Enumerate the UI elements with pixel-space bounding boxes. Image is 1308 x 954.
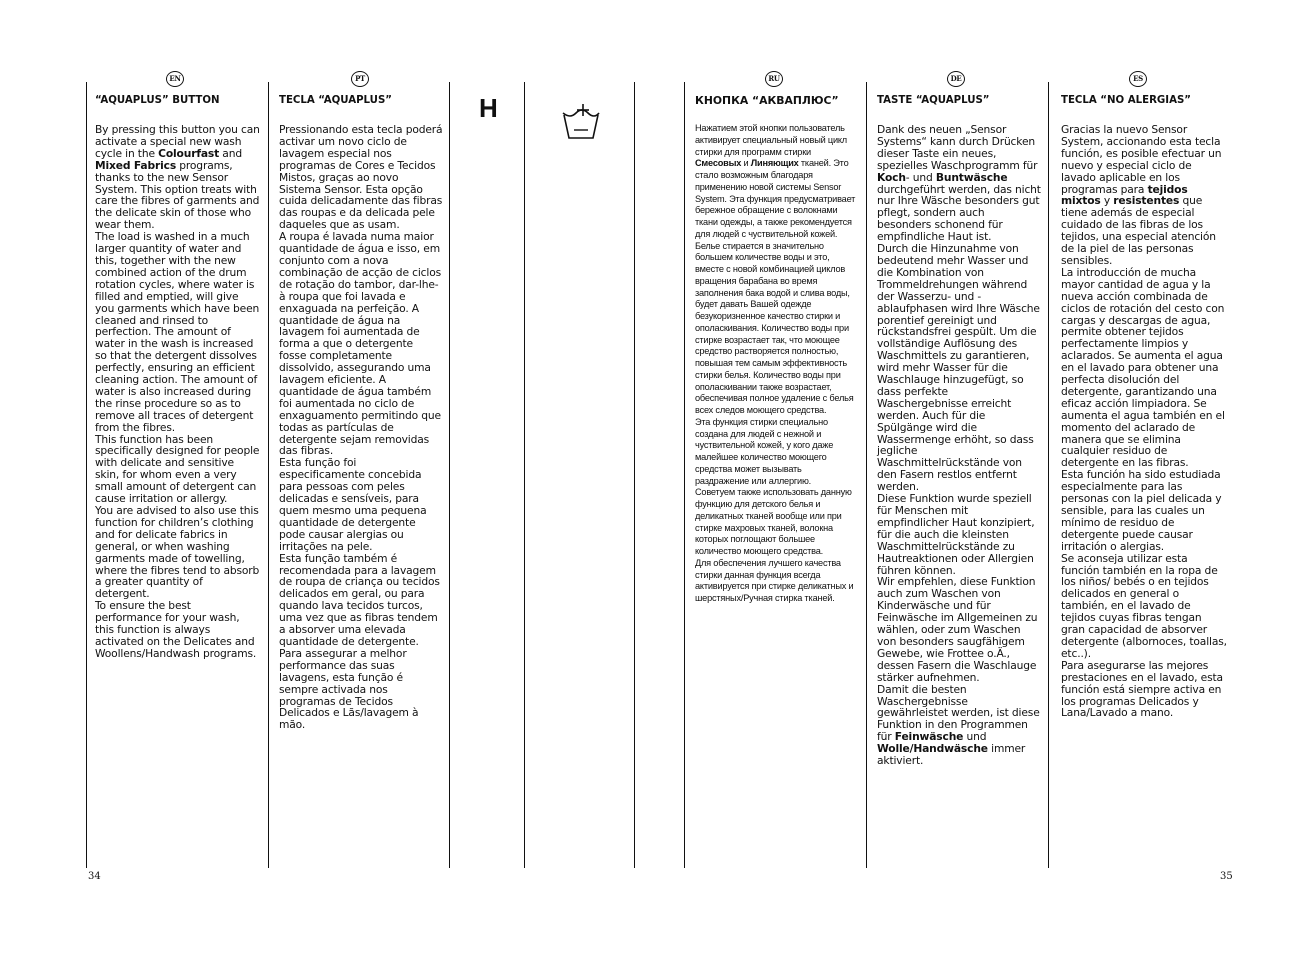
section-body: [95, 124, 260, 660]
paragraph: This function has been specifically designed for people with delicate and sensitive skin, for whom even a very small amount of detergent can cause irritation or allergy.: [95, 432, 260, 506]
column-en: [95, 94, 260, 660]
paragraph: Para assegurar a melhor performance das suas lavagens, esta função é sempre activada nos programas de Tecidos Delicados e Lãs/lavagem à mão.: [279, 646, 419, 732]
paragraph: Нажатием этой кнопки пользователь активирует специальный новый цикл стирки для программ стирки Смесовых и Линяющих тканей. Это стало возможным благодаря применению новой системы Sensor System. Эта функция предусматривает бережное обращение с волокнами ткани одежды, а также рекомендуется для людей с чуствительной кожей.: [695, 123, 856, 239]
column-ru: [695, 94, 857, 605]
paragraph: Советуем также использовать данную функцию для детского белья и деликатных тканей вообще или при стирке махровых тканей, волокна которых поглощают большее количество моющего средства.: [695, 487, 852, 556]
paragraph: By pressing this button you can activate a special new wash cycle in the Colourfast and Mixed Fabrics programs, thanks to the new Sensor System. This option treats with care the fibres of garments and the delicate skin of those who wear them.: [95, 123, 260, 232]
section-heading: TASTE “AQUAPLUS”: [877, 95, 990, 106]
paragraph: Para asegurarse las mejores prestaciones en el lavado, esta función está siempre activa en los programas Delicados y Lana/Lavado a mano.: [1061, 658, 1223, 720]
paragraph: Для обеспечения лучшего качества стирки данная функция всегда активируется при стирке деликатных и шерстяных/Ручная стирка тканей.: [695, 557, 854, 603]
column-pt: [279, 94, 443, 731]
paragraph: A roupa é lavada numa maior quantidade de água e isso, em conjunto com a nova combinação de acção de ciclos de rotação do tambor, dar-lhe-à roupa que foi lavada e enxaguada na perfeição. A quantidade de água na lavagem foi aumentada de forma a que o detergente fosse completamente dissolvido, assegurando uma lavagem eficiente. A quantidade de água também foi aumentada no ciclo de enxaguamento permitindo que todas as partículas de detergente sejam removidas das fibras.: [279, 230, 442, 458]
paragraph: Gracias la nuevo Sensor System, accionando esta tecla función, es posible efectuar un nuevo y especial ciclo de lavado aplicable en los programas para tejidos mixtos y resistentes que tiene además de especial cuidado de las fibras de los tejidos, una especial atención de la piel de las personas sensibles.: [1061, 123, 1222, 267]
section-heading: TECLA “AQUAPLUS”: [279, 95, 392, 106]
language-badge-ru: RU: [765, 71, 783, 87]
paragraph: La introducción de mucha mayor cantidad de agua y la nueva acción combinada de ciclos de rotación del cesto con cargas y descargas de agua, permite obtener tejidos perfectamente limpios y aclarados. Se aumenta el agua en el lavado para obtener una perfecta disolución del detergente, garantizando una eficaz acción limpiadora. Se aumenta el agua también en el momento del aclarado de manera que se elimina cualquier residuo de detergente en las fibras.: [1061, 265, 1225, 470]
column-divider: [268, 82, 269, 868]
page-number-right: 35: [1220, 871, 1233, 882]
paragraph: Dank des neuen „Sensor Systems“ kann durch Drücken dieser Taste ein neues, spezielles Waschprogramm für Koch- und Buntwäsche durchgeführt werden, das nicht nur Ihre Wäsche besonders gut pflegt, sondern auch besonders schonend für empfindliche Haut ist.: [877, 123, 1041, 244]
column-divider: [524, 82, 525, 868]
paragraph: Esta función ha sido estudiada especialmente para las personas con la piel delicada y sensible, para las cuales un mínimo de residuo de detergente puede causar irritación o alergias.: [1061, 468, 1222, 553]
section-heading: TECLA “NO ALERGIAS”: [1061, 95, 1191, 106]
paragraph: Se aconseja utilizar esta función también en la ropa de los niños/ bebés o en tejidos delicados en general o también, en el lavado de tejidos cuyas fibras tengan gran capacidad de absorver detergente (albornoces, toallas, etc..).: [1061, 551, 1227, 660]
paragraph: Durch die Hinzunahme von bedeutend mehr Wasser und die Kombination von Trommeldrehungen während der Wasserzu- und -ablaufphasen wird Ihre Wäsche porentief gereinigt und rückstandsfrei gespült. Um die vollständige Auflösung des Waschmittels zu garantieren, wird mehr Wasser für die Waschlauge hinzugefügt, so dass perfekte Waschergebnisse erreicht werden. Auch für die Spülgänge wird die Wassermenge erhöht, so dass jegliche Waschmittelrückstände von den Fasern restlos entfernt werden.: [877, 242, 1040, 494]
paragraph: To ensure the best performance for your wash, this function is always activated on the Delicates and Woollens/Handwash programs.: [95, 599, 257, 660]
paragraph: You are advised to also use this function for children’s clothing and for delicate fabrics in general, or when washing garments made of towelling, where the fibres tend to absorb a greater quantity of detergent.: [95, 504, 260, 601]
language-badge-es: ES: [1129, 71, 1147, 87]
section-body: [695, 123, 857, 605]
paragraph: Эта функция стирки специально создана для людей с нежной и чуствительной кожей, у кого даже малейшее количество моющего средства может вызывать раздражение или аллергию.: [695, 416, 834, 486]
column-de: [877, 94, 1041, 767]
section-letter: H: [479, 93, 498, 123]
section-body: [279, 124, 443, 731]
language-badge-pt: PT: [351, 71, 369, 87]
column-divider: [449, 82, 450, 868]
section-body: [1061, 124, 1227, 719]
paragraph: Pressionando esta tecla poderá activar um novo ciclo de lavagem especial nos programas de Cores e Tecidos Mistos, graças ao novo Sistema Sensor. Esta opção cuida delicadamente das fibras das roupas e da delicada pele daqueles que as usam.: [279, 123, 443, 232]
paragraph: Esta função também é recomendada para a lavagem de roupa de criança ou tecidos delicados em geral, ou para quando lava tecidos turcos, uma vez que as fibras tendem a absorver uma elevada quantidade de detergente.: [279, 551, 440, 648]
paragraph: Esta função foi especificamente concebida para pessoas com peles delicadas e sensíveis, para quem mesmo uma pequena quantidade de detergente pode causar alergias ou irritações na pele.: [279, 456, 427, 553]
column-divider: [86, 82, 87, 868]
page-number-left: 34: [88, 871, 101, 882]
section-heading: КНОПКА “АКВАПЛЮС”: [695, 94, 839, 107]
column-es: [1061, 94, 1227, 719]
washtub-plus-icon: [561, 100, 601, 142]
column-divider: [634, 82, 635, 868]
column-divider: [1048, 82, 1049, 868]
paragraph: Белье стирается в значительно большем количестве воды и это, вместе с новой комбинацией циклов вращения барабана во время заполнения бака водой и слива воды, будет давать Вашей одежде безукоризненное качество стирки и ополаскивания. Количество воды при стирке возрастает так, что моющее средство растворяется полностью, повышая тем самым эффективность стирки белья. Количество воды при ополаскивании также возрастает, обеспечивая полное удаление с белья всех следов моющего средства.: [695, 240, 854, 415]
paragraph: Wir empfehlen, diese Funktion auch zum Waschen von Kinderwäsche und für Feinwäsche im Allgemeinen zu wählen, oder zum Waschen von besonders saugfähigem Gewebe, wie Frottee o.Ä., dessen Fasern die Waschlauge stärker aufnehmen.: [877, 575, 1038, 684]
paragraph: Diese Funktion wurde speziell für Menschen mit empfindlicher Haut konzipiert, für die auch die kleinsten Waschmittelrückstände zu Hautreaktionen oder Allergien führen können.: [877, 492, 1035, 577]
paragraph: Damit die besten Waschergebnisse gewährleistet werden, ist diese Funktion in den Programmen für Feinwäsche und Wolle/Handwäsche immer aktiviert.: [877, 682, 1040, 768]
language-badge-de: DE: [947, 71, 965, 87]
language-badge-en: EN: [166, 71, 184, 87]
section-heading: “AQUAPLUS” BUTTON: [95, 95, 220, 106]
paragraph: The load is washed in a much larger quantity of water and this, together with the new combined action of the drum rotation cycles, where water is filled and emptied, will give you garments which have been cleaned and rinsed to perfection. The amount of water in the wash is increased so that the detergent dissolves perfectly, ensuring an efficient cleaning action. The amount of water is also increased during the rinse procedure so as to remove all traces of detergent from the fibres.: [95, 230, 260, 434]
column-divider: [866, 82, 867, 868]
section-body: [877, 124, 1041, 767]
column-divider: [684, 82, 685, 868]
